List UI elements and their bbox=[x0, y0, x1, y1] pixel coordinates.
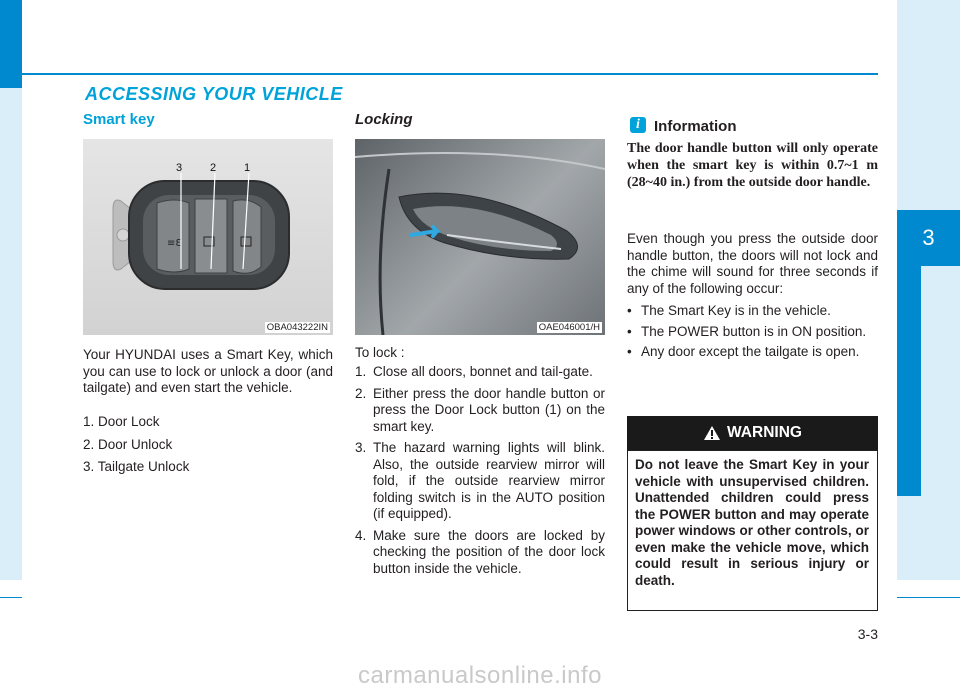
smart-key-photo bbox=[83, 139, 333, 335]
list-item: 4. Make sure the doors are locked by checking the position of the door lock button inside the vehicle. bbox=[355, 527, 605, 576]
smart-key-button-list bbox=[83, 414, 333, 482]
section-title: ACCESSING YOUR VEHICLE bbox=[85, 84, 343, 104]
warning-title: WARNING bbox=[727, 424, 802, 441]
smart-key-heading: Smart key bbox=[83, 111, 155, 128]
information-bold-text: The door handle button will only operate when the smart key is within 0.7~1 m (28~40 in.) from the outside door handle. bbox=[627, 141, 878, 190]
list-item: 3. Tailgate Unlock bbox=[83, 459, 190, 474]
chapter-title: Convenient features of your vehicle bbox=[902, 276, 916, 484]
list-item: 2. Door Unlock bbox=[83, 436, 173, 452]
svg-text:≡Ɛ: ≡Ɛ bbox=[167, 238, 182, 249]
locking-intro: To lock : bbox=[355, 345, 405, 360]
list-item: 1. Close all doors, bonnet and tail-gate. bbox=[355, 364, 593, 379]
door-handle-image-code: OAE046001/H bbox=[538, 322, 600, 333]
door-handle-photo bbox=[355, 139, 605, 335]
list-item: • The Smart Key is in the vehicle. bbox=[627, 303, 831, 318]
watermark: carmanualsonline.info bbox=[358, 662, 602, 689]
information-title: Information bbox=[654, 118, 737, 135]
warning-triangle-icon bbox=[703, 425, 721, 441]
locking-steps bbox=[355, 364, 605, 582]
locking-heading: Locking bbox=[355, 111, 413, 128]
list-item: 1. Door Lock bbox=[83, 414, 160, 429]
information-icon: i bbox=[630, 117, 646, 133]
door-handle-illustration bbox=[355, 139, 605, 335]
left-margin-rule bbox=[0, 597, 22, 598]
information-body bbox=[627, 231, 878, 365]
list-item: • Any door except the tailgate is open. bbox=[627, 344, 860, 359]
header-rule bbox=[22, 73, 878, 75]
smart-key-illustration bbox=[83, 139, 333, 335]
callout-1: 1 bbox=[244, 162, 251, 174]
page-number: 3-3 bbox=[857, 626, 878, 642]
right-margin-rule bbox=[897, 597, 960, 598]
list-item: 2. Either press the door handle button or press the Door Lock button (1) on the smart key. bbox=[355, 385, 605, 434]
information-paragraph: Even though you press the outside door handle button, the doors will not lock and the chime will sound for three seconds if any of the following occur: bbox=[627, 231, 878, 296]
callout-3: 3 bbox=[176, 162, 183, 174]
smart-key-intro: Your HYUNDAI uses a Smart Key, which you can use to lock or unlock a door (and tailgate) and even start the vehicle. bbox=[83, 347, 333, 395]
warning-text: Do not leave the Smart Key in your vehicle with unsupervised children. Unattended children could press the POWER button and may operate power windows or other controls, or even make the vehicle move, which could result in serious injury or death. bbox=[635, 457, 869, 588]
callout-2: 2 bbox=[210, 162, 217, 174]
smart-key-image-code: OBA043222IN bbox=[266, 322, 328, 333]
information-bullets bbox=[627, 303, 878, 361]
warning-header bbox=[627, 416, 878, 450]
chapter-number: 3 bbox=[897, 210, 960, 266]
list-item: • The POWER button is in ON position. bbox=[627, 323, 867, 339]
list-item: 3. The hazard warning lights will blink. Also, the outside rearview mirror will fold, if the outside rearview mirror folding switch is in the AUTO position (if equipped). bbox=[355, 440, 605, 521]
left-margin-tab bbox=[0, 0, 22, 88]
